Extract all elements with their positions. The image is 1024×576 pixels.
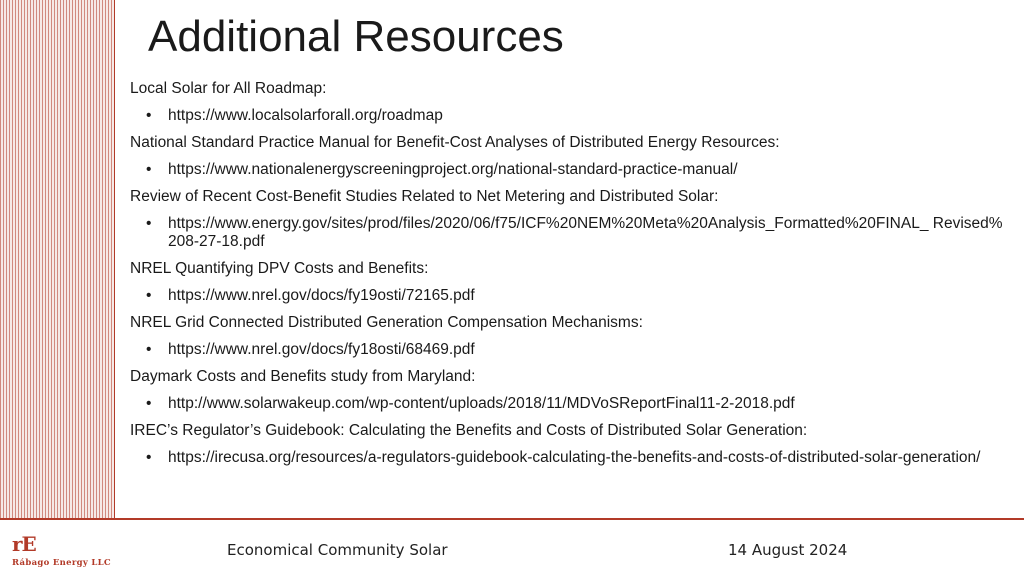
resource-heading: National Standard Practice Manual for Benefit-Cost Analyses of Distributed Energy Resources: bbox=[130, 134, 780, 151]
resource-bullet bbox=[130, 287, 1010, 305]
bullet-dot: • bbox=[146, 215, 152, 232]
resource-link[interactable]: https://irecusa.org/resources/a-regulators-guidebook-calculating-the-benefits-and-costs-of-distributed-solar-generation/ bbox=[168, 449, 981, 466]
resource-bullet bbox=[130, 107, 1010, 125]
resource-heading: NREL Grid Connected Distributed Generation Compensation Mechanisms: bbox=[130, 314, 643, 331]
bullet-dot: • bbox=[146, 287, 152, 304]
decorative-side-stripe bbox=[0, 0, 115, 518]
bullet-dot: • bbox=[146, 449, 152, 466]
resource-bullet bbox=[130, 395, 1010, 413]
resource-bullet bbox=[130, 341, 1010, 359]
bullet-dot: • bbox=[146, 341, 152, 358]
footer-date: 14 August 2024 bbox=[728, 541, 848, 559]
resource-bullet bbox=[130, 449, 1010, 467]
resource-link[interactable]: https://www.nationalenergyscreeningproject.org/national-standard-practice-manual/ bbox=[168, 161, 738, 178]
slide-title: Additional Resources bbox=[148, 12, 564, 61]
footer-divider bbox=[0, 518, 1024, 520]
resource-heading: Review of Recent Cost-Benefit Studies Related to Net Metering and Distributed Solar: bbox=[130, 188, 719, 205]
bullet-dot: • bbox=[146, 161, 152, 178]
logo-text: Rábago Energy LLC bbox=[12, 558, 111, 568]
resource-link[interactable]: http://www.solarwakeup.com/wp-content/uploads/2018/11/MDVoSReportFinal11-2-2018.pdf bbox=[168, 395, 795, 412]
bullet-dot: • bbox=[146, 107, 152, 124]
logo-mark: rE bbox=[12, 532, 36, 556]
resource-heading: NREL Quantifying DPV Costs and Benefits: bbox=[130, 260, 429, 277]
resource-heading: Local Solar for All Roadmap: bbox=[130, 80, 327, 97]
resource-bullet bbox=[130, 161, 1010, 179]
resource-list bbox=[130, 80, 1010, 476]
resource-heading: Daymark Costs and Benefits study from Maryland: bbox=[130, 368, 476, 385]
bullet-dot: • bbox=[146, 395, 152, 412]
company-logo bbox=[12, 532, 122, 572]
resource-bullet bbox=[130, 215, 1010, 251]
footer-title: Economical Community Solar bbox=[227, 541, 448, 559]
resource-link[interactable]: https://www.nrel.gov/docs/fy18osti/68469.pdf bbox=[168, 341, 475, 358]
resource-link[interactable]: https://www.nrel.gov/docs/fy19osti/72165.pdf bbox=[168, 287, 475, 304]
resource-heading: IREC’s Regulator’s Guidebook: Calculating the Benefits and Costs of Distributed Solar Generation: bbox=[130, 422, 808, 439]
resource-link[interactable]: https://www.localsolarforall.org/roadmap bbox=[168, 107, 443, 124]
resource-link[interactable]: https://www.energy.gov/sites/prod/files/2020/06/f75/ICF%20NEM%20Meta%20Analysis_Formatted%20FINAL_ Revised%208-27-18.pdf bbox=[168, 215, 1003, 250]
